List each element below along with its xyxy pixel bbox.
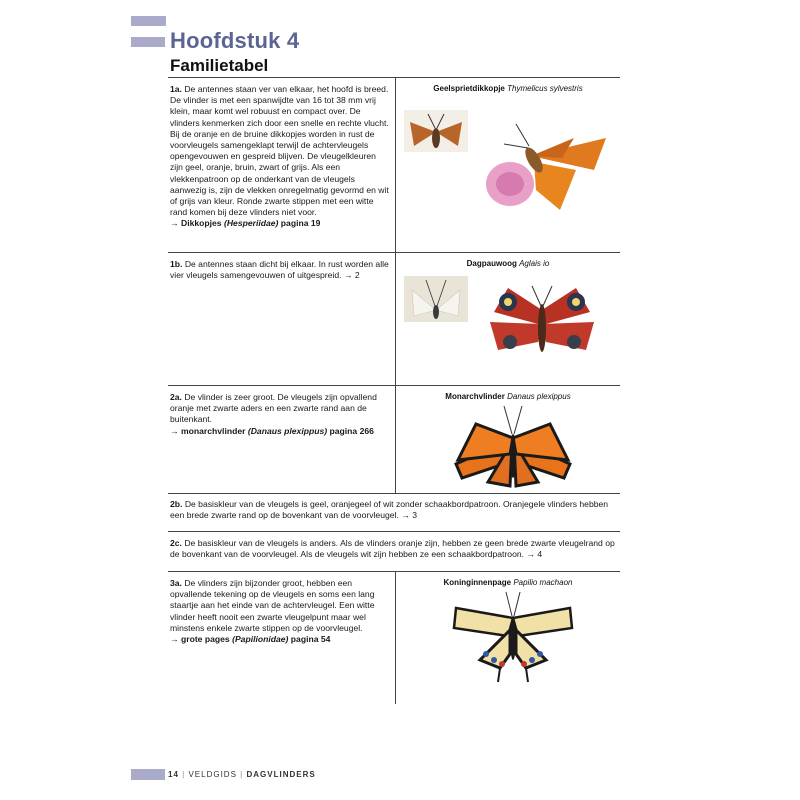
entry-2b	[170, 499, 618, 521]
page-number: 14	[168, 770, 179, 779]
monarch-butterfly-image	[452, 404, 574, 488]
entry-key: 1b.	[170, 259, 183, 269]
caption-3a: Koninginnenpage Papilio machaon	[443, 578, 573, 587]
entry-result: → Dikkopjes (Hesperiidae) pagina 19	[170, 218, 321, 229]
entry-2a	[170, 392, 390, 437]
entry-2c	[170, 538, 618, 560]
peacock-butterfly-image	[484, 284, 600, 368]
entry-key: 2a.	[170, 392, 182, 402]
white-butterfly-resting-image	[404, 276, 468, 322]
entry-result: → monarchvlinder (Danaus plexippus) pagina 266	[170, 425, 374, 436]
entry-text: De basiskleur van de vleugels is anders. Als de vlinders oranje zijn, hebben ze geen brede zwarte vleugelrand op de bovenkant van de voorvleugel. Als de vleugels wit zijn hebben ze een schaakbordpatroon. → 4	[170, 538, 615, 560]
table-title: Familietabel	[170, 56, 269, 75]
entry-text: De vlinder is zeer groot. De vleugels zijn opvallend oranje met zwarte aders en een zwarte rand aan de buitenkant.	[170, 392, 377, 425]
chapter-title: Hoofdstuk 4	[170, 28, 300, 53]
header-accent-bar-top	[131, 16, 166, 26]
table-rule	[168, 493, 620, 494]
entry-key: 1a.	[170, 84, 182, 94]
entry-3a	[170, 578, 390, 645]
header-accent-bar-bottom	[131, 37, 165, 47]
entry-1b	[170, 259, 390, 281]
table-rule	[168, 385, 620, 386]
entry-text: De basiskleur van de vleugels is geel, oranjegeel of wit zonder schaakbordpatroon. Oranjegele vlinders hebben een brede zwarte rand op de bovenkant van de voorvleugel. → 3	[170, 499, 609, 521]
caption-2a: Monarchvlinder Danaus plexippus	[445, 392, 571, 401]
entry-key: 2c.	[170, 538, 182, 548]
footer-accent-bar	[131, 769, 165, 780]
column-divider	[395, 571, 396, 704]
caption-1a: Geelsprietdikkopje Thymelicus sylvestris	[433, 84, 583, 93]
footer-section: DAGVLINDERS	[246, 770, 316, 779]
footer-guide: VELDGIDS	[188, 770, 237, 779]
entry-text: De vlinders zijn bijzonder groot, hebben een opvallende tekening op de vleugels en soms een lang staartje aan het einde van de achtervleugel. Een witte vlinder heeft nooit een zwarte vleugelpunt maar wel minstens enkele zwarte stippen op de voorvleugel.	[170, 578, 375, 633]
entry-text: De antennes staan ver van elkaar, het hoofd is breed. De vlinder is met een spanwijdte van 16 tot 38 mm vrij klein, maar komt wel robuust en compact over. De vlinders kenmerken zich door een snelle en rechte vlucht. Bij de oranje en de bruine dikkopjes worden in rust de voorvleugels samengeklapt terwijl de achtervleugels opengevouwen en gespreid blijven. De vleugelkleuren zijn geel, oranje, bruin, zwart of grijs. Als een vlekkenpatroon op de onderkant van de vleugels aanwezig is, zijn de vlekken onregelmatig gevormd en wit of grijs van kleur. Ronde zwarte stippen met een witte rand komen bij deze vlinders niet voor.	[170, 84, 389, 218]
table-rule	[168, 571, 620, 572]
table-rule	[168, 252, 620, 253]
entry-1a	[170, 84, 390, 230]
caption-1b: Dagpauwoog Aglais io	[466, 259, 550, 268]
table-rule	[168, 77, 620, 78]
entry-key: 2b.	[170, 499, 183, 509]
entry-result: → grote pages (Papilionidae) pagina 54	[170, 634, 331, 645]
table-rule	[168, 531, 620, 532]
entry-text: De antennes staan dicht bij elkaar. In rust worden alle vier vleugels samengevouwen of uitgespreid. → 2	[170, 259, 389, 281]
swallowtail-butterfly-image	[450, 590, 576, 686]
skipper-resting-image	[404, 110, 468, 152]
skipper-image	[476, 98, 616, 216]
column-divider	[395, 77, 396, 493]
page-footer: 14 | VELDGIDS | DAGVLINDERS	[168, 770, 316, 779]
entry-key: 3a.	[170, 578, 182, 588]
